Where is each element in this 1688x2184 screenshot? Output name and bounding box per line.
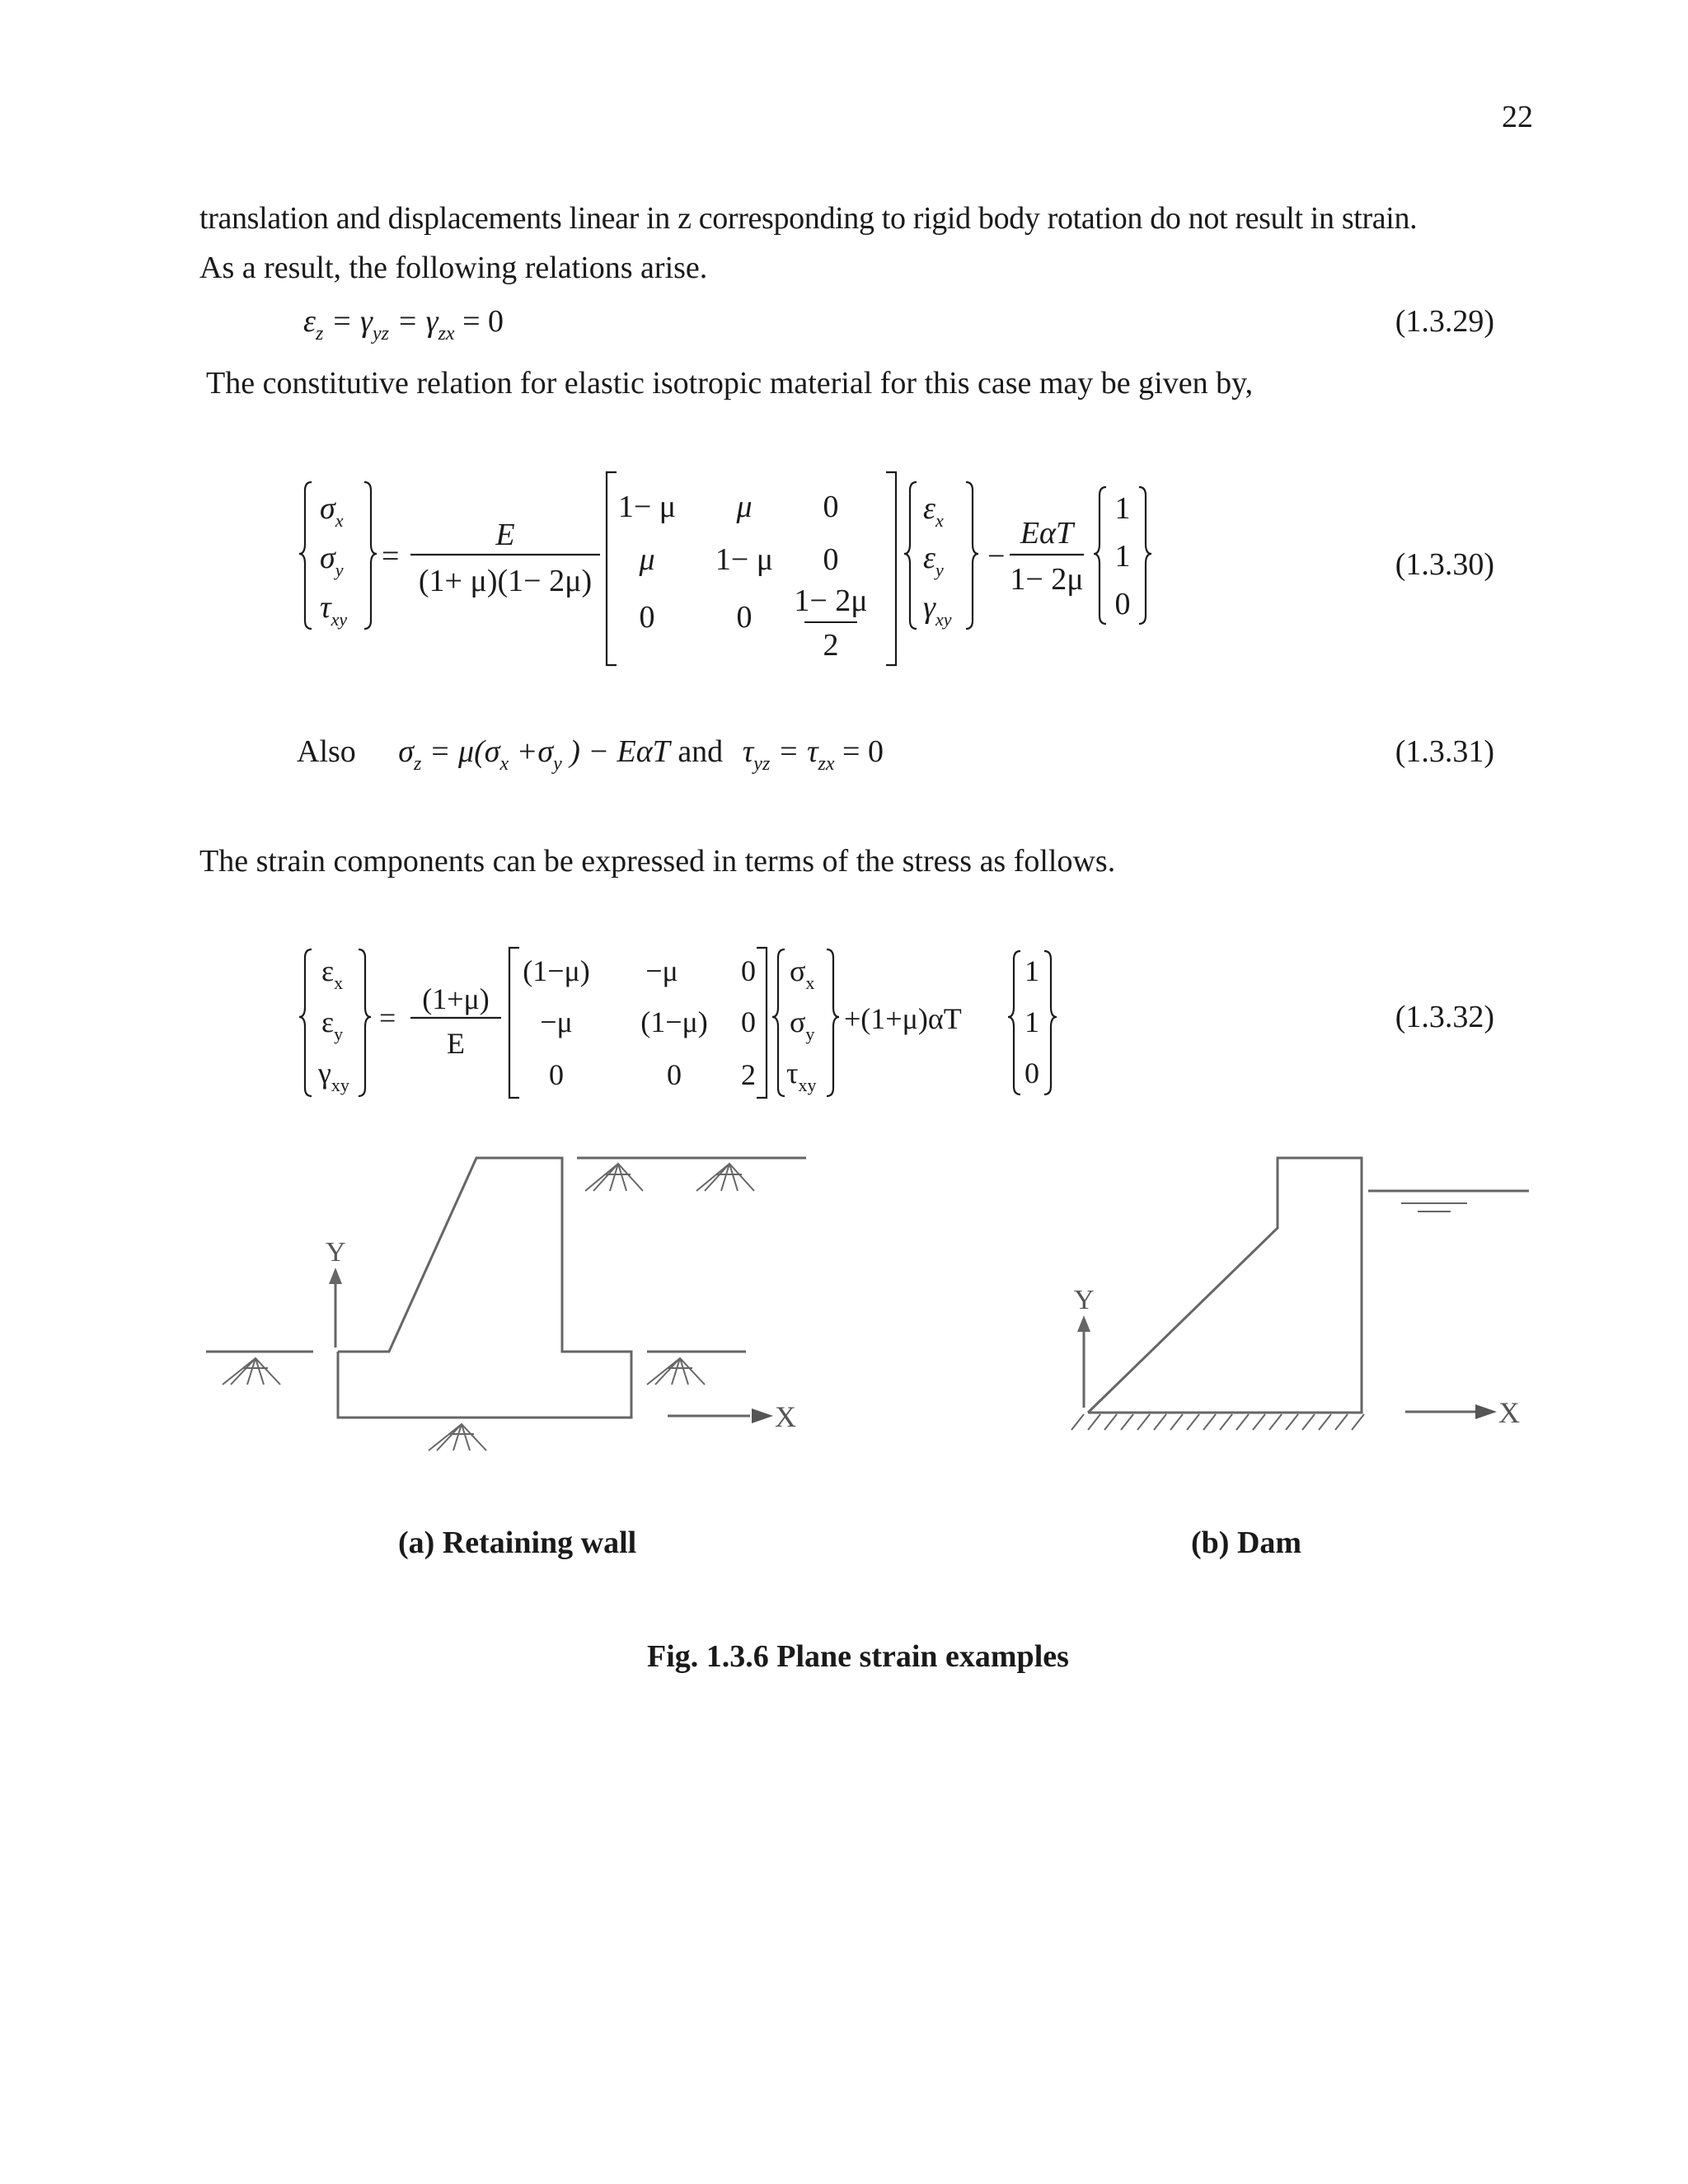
figure-caption-b: (b) Dam xyxy=(1191,1526,1302,1560)
eq-coef-num: (1+μ) xyxy=(422,982,490,1015)
eq-therm-den: 1− 2μ xyxy=(1010,562,1084,597)
ground-hatch xyxy=(223,1164,754,1451)
paragraph-line: The strain components can be expressed in terms of the stress as follows. xyxy=(199,844,1116,879)
eq-coef-den: E xyxy=(447,1027,465,1060)
eq-subscript: z xyxy=(414,753,422,775)
axis-label-y: Y xyxy=(1074,1285,1095,1315)
matrix-entry: 0 xyxy=(823,542,839,577)
paragraph-line: As a result, the following relations arise. xyxy=(199,251,708,285)
matrix-entry: 2 xyxy=(741,1058,756,1091)
y-axis-arrow-icon xyxy=(329,1268,342,1284)
matrix-entry: μ xyxy=(736,490,753,524)
eq-subscript: zx xyxy=(438,323,455,344)
eq-subscript: xy xyxy=(798,1075,817,1095)
vector-entry: 1 xyxy=(1114,539,1131,574)
eq-rhs: = 0 xyxy=(842,734,884,769)
vector-entry: 1 xyxy=(1114,491,1131,526)
eq-subscript: x xyxy=(935,510,944,531)
eq-symbol: = μ(σ xyxy=(429,734,500,769)
matrix-entry: μ xyxy=(639,542,655,577)
svg-text:τxy xyxy=(320,590,347,630)
eq-subscript: x xyxy=(499,753,509,775)
eq-subscript: y xyxy=(335,560,344,580)
y-axis-arrow-icon xyxy=(1077,1315,1090,1332)
paragraph-line: translation and displacements linear in z corresponding to rigid body rotation do not result in strain. xyxy=(199,201,1418,236)
matrix-entry: 1− 2μ xyxy=(794,583,868,618)
eq-coef-den: (1+ μ)(1− 2μ) xyxy=(418,564,593,598)
matrix-entry: 1− μ xyxy=(617,490,677,524)
ground-hatch xyxy=(1071,1414,1364,1430)
matrix-entry: 0 xyxy=(667,1058,682,1091)
matrix-entry: 0 xyxy=(639,600,655,635)
matrix-entry: 1− μ xyxy=(715,542,774,577)
eq-symbol: ) − EαT xyxy=(570,734,670,769)
matrix-entry: 0 xyxy=(549,1058,564,1091)
eq-symbol: = γ xyxy=(331,304,373,339)
eq-subscript: xy xyxy=(331,1075,349,1095)
paragraph-line: The constitutive relation for elastic isotropic material for this case may be given by, xyxy=(206,366,1254,401)
svg-text:εx xyxy=(923,491,944,531)
svg-text:σy xyxy=(790,1005,814,1044)
eq-symbol: τ xyxy=(320,590,331,625)
eq-rhs: = 0 xyxy=(462,304,504,339)
axis-label-x: X xyxy=(1498,1396,1520,1429)
eq-minus: − xyxy=(987,539,1006,574)
svg-text:γxy xyxy=(923,590,952,630)
eq-subscript: yz xyxy=(372,323,389,344)
svg-text:εy xyxy=(321,1005,343,1044)
eq-symbol: σ xyxy=(320,491,335,526)
equation-1-3-32 xyxy=(297,940,1071,1104)
x-axis-arrow-icon xyxy=(1475,1404,1497,1419)
eq-subscript: x xyxy=(334,972,344,993)
eq-subscript: xy xyxy=(331,609,348,630)
eq-subscript: xy xyxy=(935,609,952,630)
eq-subscript: zx xyxy=(818,753,835,775)
svg-text:σy xyxy=(320,541,344,580)
axis-label-y: Y xyxy=(326,1237,346,1268)
figure-caption-a: (a) Retaining wall xyxy=(398,1526,637,1560)
dam-diagram xyxy=(1055,1146,1550,1459)
eq-symbol: σ xyxy=(398,734,415,769)
matrix-entry: 0 xyxy=(823,490,839,524)
equation-1-3-31 xyxy=(297,727,884,789)
retaining-wall-diagram xyxy=(206,1146,832,1459)
eq-symbol: ε xyxy=(923,491,935,526)
eq-symbol: σ xyxy=(790,1005,806,1038)
svg-text:εy xyxy=(923,541,944,580)
eq-also: Also xyxy=(297,734,356,769)
matrix-entry: −μ xyxy=(645,954,678,987)
eq-subscript: y xyxy=(553,753,562,775)
matrix-entry: 0 xyxy=(741,1005,756,1038)
matrix-entry: 0 xyxy=(741,954,756,987)
eq-symbol: ε xyxy=(321,954,335,987)
eq-symbol: σ xyxy=(320,541,335,575)
eq-symbol: = τ xyxy=(777,734,818,769)
eq-symbol: = γ xyxy=(396,304,438,339)
eq-subscript: yz xyxy=(753,753,771,775)
page-number: 22 xyxy=(1502,100,1533,134)
eq-subscript: x xyxy=(805,972,815,993)
eq-subscript: y xyxy=(334,1024,344,1044)
retaining-wall-outline xyxy=(338,1158,631,1418)
eq-symbol: ε xyxy=(303,304,316,339)
figure-title: Fig. 1.3.6 Plane strain examples xyxy=(647,1639,1069,1674)
equation-number: (1.3.29) xyxy=(1395,304,1494,339)
eq-subscript: z xyxy=(315,323,324,344)
eq-symbol: ε xyxy=(923,541,935,575)
equation-1-3-30 xyxy=(297,457,1170,672)
eq-and: and xyxy=(678,734,724,769)
svg-text:γxy xyxy=(317,1057,349,1095)
eq-symbol: +σ xyxy=(516,734,554,769)
equation-number: (1.3.31) xyxy=(1395,734,1494,769)
axis-label-x: X xyxy=(775,1400,796,1433)
eq-symbol: σ xyxy=(790,954,806,987)
eq-symbol: τ xyxy=(786,1057,799,1090)
svg-text:σx xyxy=(320,491,344,531)
matrix-entry: 2 xyxy=(823,628,839,663)
matrix-entry: 0 xyxy=(736,600,753,635)
dam-outline xyxy=(1088,1158,1362,1413)
equation-number: (1.3.32) xyxy=(1395,1000,1494,1034)
eq-subscript: y xyxy=(935,560,944,580)
eq-coef-num: E xyxy=(495,518,515,552)
x-axis-arrow-icon xyxy=(752,1408,773,1423)
vector-entry: 1 xyxy=(1025,1005,1039,1038)
vector-entry: 0 xyxy=(1025,1057,1039,1090)
equation-number: (1.3.30) xyxy=(1395,547,1494,582)
eq-therm: +(1+μ)αT xyxy=(844,1002,962,1035)
vector-entry: 1 xyxy=(1025,954,1039,987)
vector-entry: 0 xyxy=(1114,587,1131,621)
eq-subscript: x xyxy=(335,510,344,531)
matrix-entry: −μ xyxy=(540,1005,573,1038)
eq-symbol: γ xyxy=(923,590,935,625)
eq-symbol: γ xyxy=(318,1057,331,1090)
matrix-entry: (1−μ) xyxy=(523,954,590,987)
matrix-entry: (1−μ) xyxy=(640,1005,708,1038)
eq-equals: = xyxy=(382,539,400,574)
svg-text:τxy xyxy=(786,1057,816,1095)
eq-subscript: y xyxy=(805,1024,815,1044)
eq-therm-num: EαT xyxy=(1020,516,1074,551)
svg-text:εx xyxy=(321,954,343,993)
svg-text:σx xyxy=(790,954,814,993)
eq-symbol: τ xyxy=(742,734,754,769)
equation-1-3-29 xyxy=(303,297,504,359)
eq-symbol: ε xyxy=(321,1005,335,1038)
eq-equals: = xyxy=(379,1001,396,1034)
